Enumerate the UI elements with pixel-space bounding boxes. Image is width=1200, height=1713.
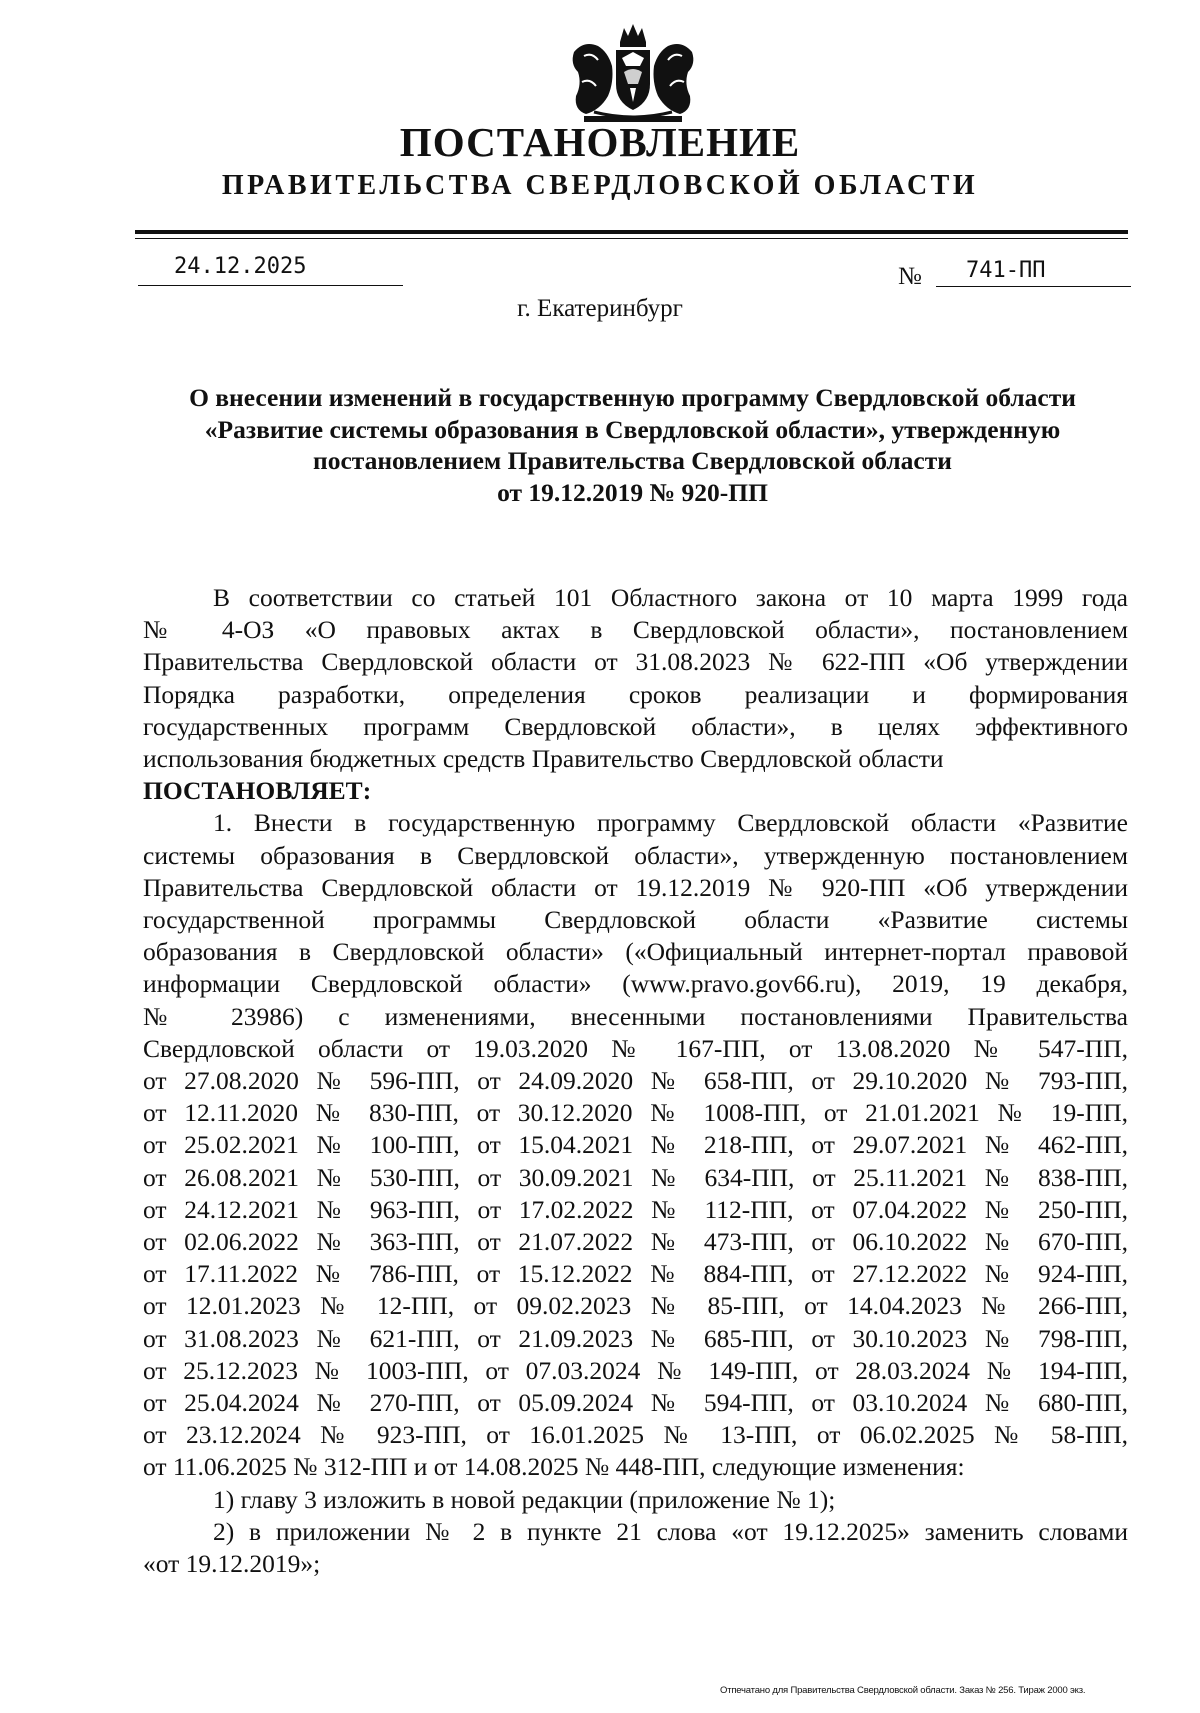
body-line: государственных программ Свердловской области», в целях эффективного xyxy=(143,711,1128,741)
document-number: 741-ПП xyxy=(936,257,1131,287)
body-line: Порядка разработки, определения сроков реализации и формирования xyxy=(143,679,1128,709)
header-divider-thick xyxy=(135,230,1128,234)
body-line: от 23.12.2024 № 923-ПП, от 16.01.2025 № 13-ПП, от 06.02.2025 № 58-ПП, xyxy=(143,1420,1128,1450)
document-date: 24.12.2025 xyxy=(138,252,403,286)
body-line: от 25.02.2021 № 100-ПП, от 15.04.2021 № 218-ПП, от 29.07.2021 № 462-ПП, xyxy=(143,1130,1128,1160)
body-line: от 31.08.2023 № 621-ПП, от 21.09.2023 № 685-ПП, от 30.10.2023 № 798-ПП, xyxy=(143,1323,1128,1353)
body-line: информации Свердловской области» (www.pravo.gov66.ru), 2019, 19 декабря, xyxy=(143,969,1128,999)
header-divider-thin xyxy=(135,238,1128,239)
body-line: Свердловской области от 19.03.2020 № 167-ПП, от 13.08.2020 № 547-ПП, xyxy=(143,1033,1128,1063)
body-line: от 25.12.2023 № 1003-ПП, от 07.03.2024 № 149-ПП, от 28.03.2024 № 194-ПП, xyxy=(143,1355,1128,1385)
heading-line: О внесении изменений в государственную программу Свердловской области xyxy=(189,383,1076,412)
body-line: от 25.04.2024 № 270-ПП, от 05.09.2024 № 594-ПП, от 03.10.2024 № 680-ПП, xyxy=(143,1388,1128,1418)
heading-line: «Развитие системы образования в Свердловской области», утвержденную xyxy=(204,414,1061,444)
city-name: г. Екатеринбург xyxy=(517,295,683,322)
body-line: В соответствии со статьей 101 Областного закона от 10 марта 1999 года xyxy=(213,583,1128,612)
body-line: использования бюджетных средств Правительство Свердловской области xyxy=(143,744,944,774)
document-type-title: ПОСТАНОВЛЕНИЕ xyxy=(399,119,801,165)
body-line: «от 19.12.2019»; xyxy=(143,1549,321,1579)
number-label: № xyxy=(898,263,922,290)
body-line: от 12.01.2023 № 12-ПП, от 09.02.2023 № 85-ПП, от 14.04.2023 № 266-ПП, xyxy=(143,1291,1128,1321)
body-line: 1. Внести в государственную программу Свердловской области «Развитие xyxy=(213,808,1128,838)
heading-line: постановлением Правительства Свердловской области xyxy=(313,446,952,475)
body-line: Правительства Свердловской области от 31.08.2023 № 622-ПП «Об утверждении xyxy=(143,647,1128,677)
body-line: от 26.08.2021 № 530-ПП, от 30.09.2021 № 634-ПП, от 25.11.2021 № 838-ПП, xyxy=(143,1162,1128,1192)
body-line: № 4-ОЗ «О правовых актах в Свердловской области», постановлением xyxy=(143,615,1128,645)
document-body xyxy=(143,582,1128,1580)
body-line: от 12.11.2020 № 830-ПП, от 30.12.2020 № 1008-ПП, от 21.01.2021 № 19-ПП, xyxy=(143,1098,1128,1128)
body-line: Правительства Свердловской области от 19.12.2019 № 920-ПП «Об утверждении xyxy=(143,872,1128,902)
body-line: № 23986) с изменениями, внесенными постановлениями Правительства xyxy=(143,1001,1128,1031)
body-line: образования в Свердловской области» («Официальный интернет-портал правовой xyxy=(143,937,1128,967)
document-heading xyxy=(140,382,1125,508)
body-line: от 02.06.2022 № 363-ПП, от 21.07.2022 № 473-ПП, от 06.10.2022 № 670-ПП, xyxy=(143,1227,1128,1257)
body-line: от 24.12.2021 № 963-ПП, от 17.02.2022 № 112-ПП, от 07.04.2022 № 250-ПП, xyxy=(143,1194,1128,1224)
body-line: 2) в приложении № 2 в пункте 21 слова «от 19.12.2025» заменить словами xyxy=(213,1516,1128,1546)
coat-of-arms-icon xyxy=(564,22,702,124)
body-line: от 17.11.2022 № 786-ПП, от 15.12.2022 № 884-ПП, от 27.12.2022 № 924-ПП, xyxy=(143,1259,1128,1289)
print-note: Отпечатано для Правительства Свердловской области. Заказ № 256. Тираж 2000 экз. xyxy=(720,1685,1086,1696)
issuer-subtitle: ПРАВИТЕЛЬСТВА СВЕРДЛОВСКОЙ ОБЛАСТИ xyxy=(221,170,979,201)
resolve-word: ПОСТАНОВЛЯЕТ: xyxy=(143,776,372,806)
heading-line: от 19.12.2019 № 920-ПП xyxy=(497,477,768,507)
body-line: от 27.08.2020 № 596-ПП, от 24.09.2020 № 658-ПП, от 29.10.2020 № 793-ПП, xyxy=(143,1066,1128,1096)
body-line: от 11.06.2025 № 312-ПП и от 14.08.2025 № 448-ПП, следующие изменения: xyxy=(143,1452,965,1482)
body-line: 1) главу 3 изложить в новой редакции (приложение № 1); xyxy=(213,1484,836,1514)
body-line: системы образования в Свердловской области», утвержденную постановлением xyxy=(143,840,1128,870)
body-line: государственной программы Свердловской области «Развитие системы xyxy=(143,905,1128,935)
